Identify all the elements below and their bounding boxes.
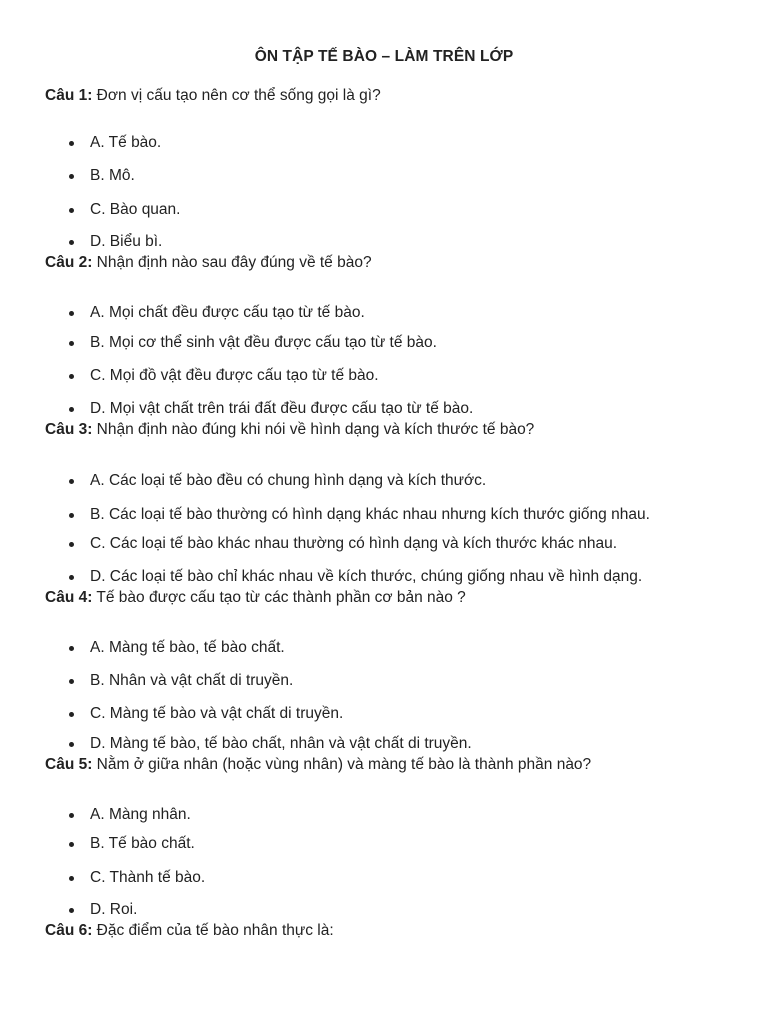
question-5-option-a: A. Màng nhân. [90,806,191,823]
question-2-option-b: B. Mọi cơ thể sinh vật đều được cấu tạo từ tế bào. [90,334,437,351]
question-number: Câu 3: [45,421,93,438]
question-4-option-d: D. Màng tế bào, tế bào chất, nhân và vật chất di truyền. [90,735,472,752]
question-3-option-a: A. Các loại tế bào đều có chung hình dạng và kích thước. [90,472,487,489]
question-text: Đơn vị cấu tạo nên cơ thể sống gọi là gì? [92,87,381,104]
question-text: Đặc điểm của tế bào nhân thực là: [92,922,334,939]
question-text: Nhận định nào đúng khi nói về hình dạng và kích thước tế bào? [92,421,535,438]
question-text: Nhận định nào sau đây đúng về tế bào? [92,254,372,271]
question-1-option-a: A. Tế bào. [90,134,162,151]
question-number: Câu 2: [45,254,93,271]
question-5-option-b: B. Tế bào chất. [90,835,195,852]
question-3 [45,420,534,440]
question-1-option-d: D. Biểu bì. [90,233,163,250]
question-3-option-b: B. Các loại tế bào thường có hình dạng khác nhau nhưng kích thước giống nhau. [90,506,650,523]
question-2-option-c: C. Mọi đồ vật đều được cấu tạo từ tế bào. [90,367,379,384]
question-4-option-b: B. Nhân và vật chất di truyền. [90,672,294,689]
question-2-option-d: D. Mọi vật chất trên trái đất đều được cấu tạo từ tế bào. [90,400,474,417]
question-5-option-c: C. Thành tế bào. [90,869,206,886]
question-1-option-c: C. Bào quan. [90,201,181,218]
question-1-option-b: B. Mô. [90,167,135,184]
question-3-option-d: D. Các loại tế bào chỉ khác nhau về kích thước, chúng giống nhau về hình dạng. [90,568,643,585]
question-4 [45,588,466,608]
question-5 [45,755,591,775]
question-number: Câu 5: [45,756,93,773]
question-4-option-c: C. Màng tế bào và vật chất di truyền. [90,705,344,722]
question-number: Câu 6: [45,922,93,939]
question-3-option-c: C. Các loại tế bào khác nhau thường có hình dạng và kích thước khác nhau. [90,535,618,552]
question-5-option-d: D. Roi. [90,901,138,918]
question-4-option-a: A. Màng tế bào, tế bào chất. [90,639,285,656]
question-number: Câu 4: [45,589,93,606]
question-2-option-a: A. Mọi chất đều được cấu tạo từ tế bào. [90,304,365,321]
question-2 [45,253,372,273]
question-text: Tế bào được cấu tạo từ các thành phần cơ bản nào ? [92,589,466,606]
question-number: Câu 1: [45,87,93,104]
question-6 [45,921,334,941]
question-1 [45,86,381,106]
question-text: Nằm ở giữa nhân (hoặc vùng nhân) và màng tế bào là thành phần nào? [92,756,592,773]
document-title: ÔN TẬP TẾ BÀO – LÀM TRÊN LỚP [254,48,514,65]
